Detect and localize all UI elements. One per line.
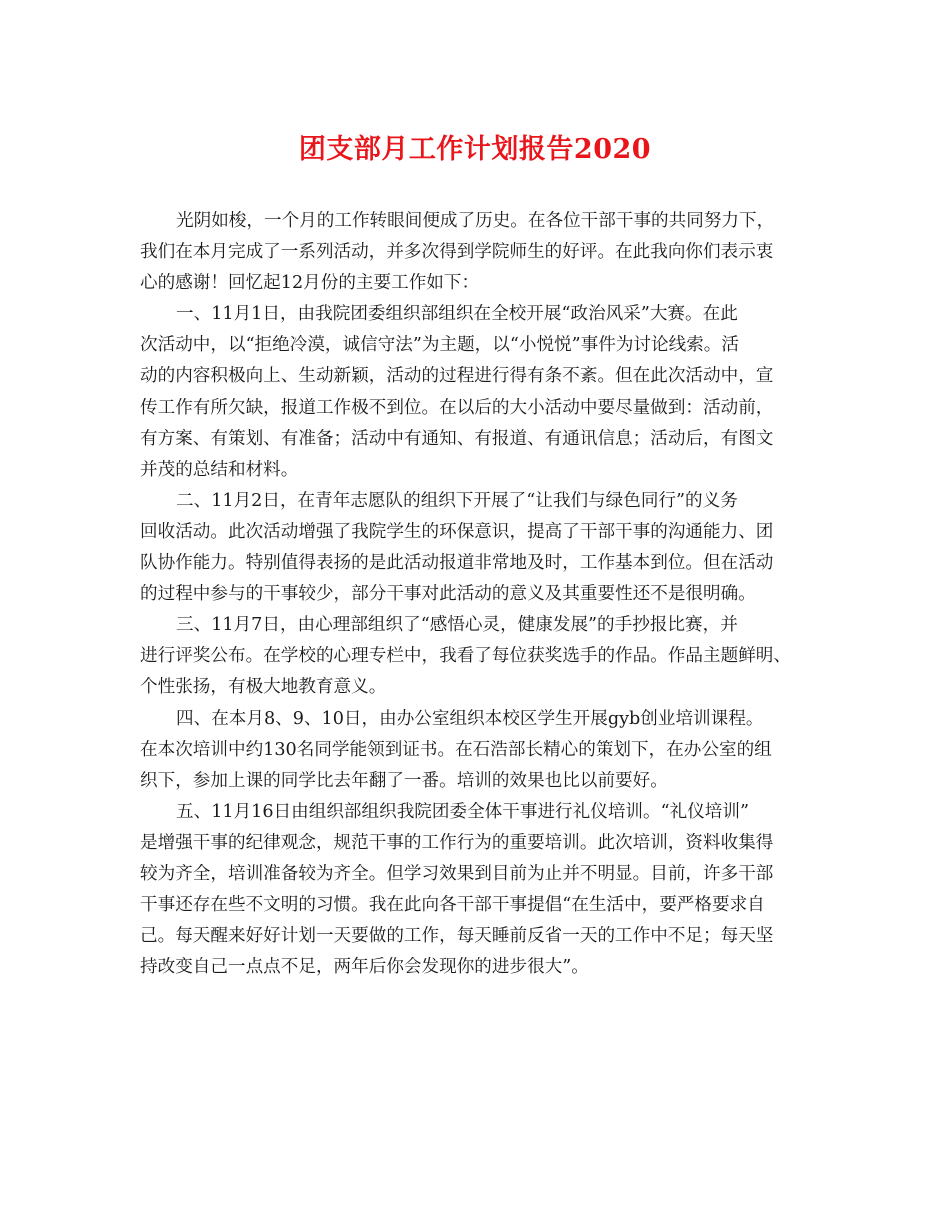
paragraph-line: 干事还存在些不文明的习惯。我在此向各干部干事提倡“在生活中，要严格要求自 — [140, 895, 765, 916]
paragraph-line: 三、11月7日，由心理部组织了“感悟心灵，健康发展”的手抄报比赛，并 — [176, 615, 738, 636]
paragraph-item-2 — [140, 486, 830, 610]
paragraph-line: 回收活动。此次活动增强了我院学生的环保意识，提高了干部干事的沟通能力、团 — [140, 521, 774, 542]
paragraph-line: 个性张扬，有极大地教育意义。 — [140, 677, 387, 698]
paragraph-line: 队协作能力。特别值得表扬的是此活动报道非常地及时，工作基本到位。但在活动 — [140, 553, 774, 574]
paragraph-line: 有方案、有策划、有准备；活动中有通知、有报道、有通讯信息；活动后，有图文 — [140, 428, 774, 449]
paragraph-line: 传工作有所欠缺，报道工作极不到位。在以后的大小活动中要尽量做到：活动前， — [140, 397, 774, 418]
paragraph-line: 五、11月16日由组织部组织我院团委全体干事进行礼仪培训。“礼仪培训” — [176, 801, 749, 822]
paragraph-intro — [140, 206, 830, 299]
paragraph-line: 动的内容积极向上、生动新颖，活动的过程进行得有条不紊。但在此次活动中，宣 — [140, 366, 774, 387]
paragraph-line: 持改变自己一点点不足，两年后你会发现你的进步很大”。 — [140, 957, 589, 978]
paragraph-item-4 — [140, 704, 830, 797]
paragraph-line: 的过程中参与的干事较少，部分干事对此活动的意义及其重要性还不是很明确。 — [140, 584, 756, 605]
paragraph-line: 己。每天醒来好好计划一天要做的工作，每天睡前反省一天的工作中不足；每天坚 — [140, 926, 774, 947]
paragraph-line: 一、11月1日，由我院团委组织部组织在全校开展“政治风采”大赛。在此 — [176, 304, 738, 325]
paragraph-line: 在本次培训中约130名同学能领到证书。在石浩部长精心的策划下，在办公室的组 — [140, 739, 772, 760]
paragraph-line: 较为齐全，培训准备较为齐全。但学习效果到目前为止并不明显。目前，许多干部 — [140, 863, 774, 884]
paragraph-line: 是增强干事的纪律观念，规范干事的工作行为的重要培训。此次培训，资料收集得 — [140, 832, 774, 853]
paragraph-line: 次活动中，以“拒绝冷漠，诚信守法”为主题，以“小悦悦”事件为讨论线索。活 — [140, 335, 739, 356]
document-title: 团支部月工作计划报告2020 — [298, 134, 652, 165]
paragraph-line: 光阴如梭，一个月的工作转眼间便成了历史。在各位干部干事的共同努力下， — [176, 211, 775, 231]
paragraph-item-5 — [140, 797, 830, 984]
paragraph-line: 织下，参加上课的同学比去年翻了一番。培训的效果也比以前要好。 — [140, 770, 668, 791]
paragraph-item-3 — [140, 610, 830, 703]
paragraph-line: 进行评奖公布。在学校的心理专栏中，我看了每位获奖选手的作品。作品主题鲜明、 — [140, 646, 791, 667]
paragraph-item-1 — [140, 299, 830, 486]
paragraph-line: 并茂的总结和材料。 — [140, 459, 299, 480]
paragraph-line: 我们在本月完成了一系列活动，并多次得到学院师生的好评。在此我向你们表示衷 — [140, 242, 774, 263]
document-body — [140, 206, 830, 983]
paragraph-line: 心的感谢！回忆起12月份的主要工作如下： — [140, 273, 480, 294]
paragraph-line: 二、11月2日，在青年志愿队的组织下开展了“让我们与绿色同行”的义务 — [176, 490, 738, 511]
paragraph-line: 四、在本月8、9、10日，由办公室组织本校区学生开展gyb创业培训课程。 — [176, 708, 764, 729]
